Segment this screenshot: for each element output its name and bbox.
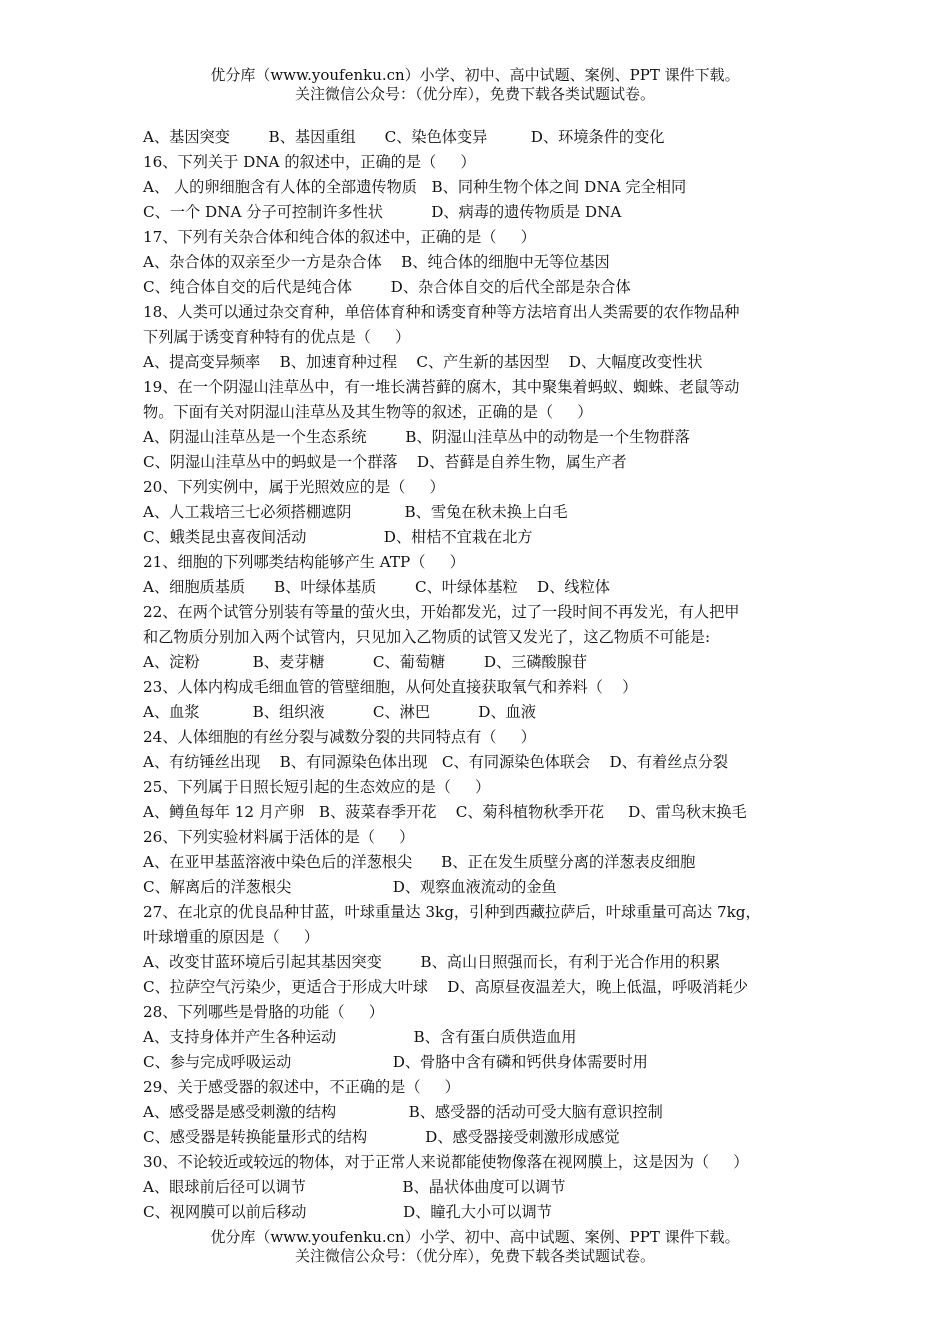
question-stem-line: 28、下列哪些是骨胳的功能（ ） <box>143 1003 384 1021</box>
text-line: C、阴湿山洼草丛中的蚂蚁是一个群落 D、苔藓是自养生物，属生产者 <box>143 453 627 471</box>
question-stem-line: 17、下列有关杂合体和纯合体的叙述中，正确的是（ ） <box>143 228 536 246</box>
text-line: C、感受器是转换能量形式的结构 D、感受器接受刺激形成感觉 <box>143 1128 620 1146</box>
text-line: A、有纺锤丝出现 B、有同源染色体出现 C、有同源染色体联会 D、有着丝点分裂 <box>143 753 729 771</box>
question-stem-line: 29、关于感受器的叙述中，不正确的是（ ） <box>143 1078 460 1096</box>
text-line: A、血浆 B、组织液 C、淋巴 D、血液 <box>143 703 537 721</box>
text-line: A、 人的卵细胞含有人体的全部遗传物质 B、同种生物个体之间 DNA 完全相同 <box>143 178 687 196</box>
question-stem-line: 24、人体细胞的有丝分裂与减数分裂的共同特点有（ ） <box>143 728 536 746</box>
text-line: 和乙物质分别加入两个试管内，只见加入乙物质的试管又发光了，这乙物质不可能是: <box>143 628 711 646</box>
page-footer <box>0 1228 950 1266</box>
header-line-2: 关注微信公众号：（优分库），免费下载各类试题试卷。 <box>294 85 655 103</box>
question-stem-line: 27、在北京的优良品种甘蓝，叶球重量达 3kg，引种到西藏拉萨后，叶球重量可高达 7kg， <box>143 903 761 921</box>
text-line: 下列属于诱变育种特有的优点是（ ） <box>143 328 411 346</box>
question-stem-line: 25、下列属于日照长短引起的生态效应的是（ ） <box>143 778 491 796</box>
text-line: A、眼球前后径可以调节 B、晶状体曲度可以调节 <box>143 1178 566 1196</box>
footer-line-2: 关注微信公众号：（优分库），免费下载各类试题试卷。 <box>294 1247 655 1265</box>
question-stem-line: 26、下列实验材料属于活体的是（ ） <box>143 828 415 846</box>
text-line: A、在亚甲基蓝溶液中染色后的洋葱根尖 B、正在发生质壁分离的洋葱表皮细胞 <box>143 853 696 871</box>
question-stem-line: 23、人体内构成毛细血管的管壁细胞，从何处直接获取氧气和养料（ ） <box>143 678 638 696</box>
footer-line-1: 优分库（www.youfenku.cn）小学、初中、高中试题、案例、PPT 课件下载。 <box>210 1228 740 1246</box>
page-header <box>0 66 950 104</box>
text-line: C、纯合体自交的后代是纯合体 D、杂合体自交的后代全部是杂合体 <box>143 278 631 296</box>
text-line: A、细胞质基质 B、叶绿体基质 C、叶绿体基粒 D、线粒体 <box>143 578 610 596</box>
text-line: 叶球增重的原因是（ ） <box>143 928 320 946</box>
question-stem-line: 21、细胞的下列哪类结构能够产生 ATP（ ） <box>143 553 465 571</box>
text-line: A、杂合体的双亲至少一方是杂合体 B、纯合体的细胞中无等位基因 <box>143 253 610 271</box>
question-content <box>143 125 823 1225</box>
question-stem-line: 18、人类可以通过杂交育种，单倍体育种和诱变育种等方法培育出人类需要的农作物品种 <box>143 303 740 321</box>
text-line: C、视网膜可以前后移动 D、瞳孔大小可以调节 <box>143 1203 552 1221</box>
text-line: 物。下面有关对阴湿山洼草丛及其生物等的叙述，正确的是（ ） <box>143 403 593 421</box>
text-line: A、鳟鱼每年 12 月产卵 B、菠菜春季开花 C、菊科植物秋季开花 D、雷鸟秋末换毛 <box>143 803 747 821</box>
header-line-1: 优分库（www.youfenku.cn）小学、初中、高中试题、案例、PPT 课件下载。 <box>210 66 740 84</box>
question-stem-line: 30、不论较近或较远的物体，对于正常人来说都能使物像落在视网膜上，这是因为（ ） <box>143 1153 749 1171</box>
text-line: C、一个 DNA 分子可控制许多性状 D、病毒的遗传物质是 DNA <box>143 203 622 221</box>
question-stem-line: 16、下列关于 DNA 的叙述中，正确的是（ ） <box>143 153 476 171</box>
text-line: C、解离后的洋葱根尖 D、观察血液流动的金鱼 <box>143 878 557 896</box>
question-stem-line: 19、在一个阴湿山洼草丛中，有一堆长满苔藓的腐木，其中聚集着蚂蚁、蜘蛛、老鼠等动 <box>143 378 740 396</box>
text-line: A、人工栽培三七必须搭棚遮阴 B、雪兔在秋未换上白毛 <box>143 503 568 521</box>
text-line: A、基因突变 B、基因重组 C、染色体变异 D、环境条件的变化 <box>143 128 665 146</box>
text-line: A、阴湿山洼草丛是一个生态系统 B、阴湿山洼草丛中的动物是一个生物群落 <box>143 428 690 446</box>
text-line: C、蛾类昆虫喜夜间活动 D、柑桔不宜栽在北方 <box>143 528 533 546</box>
text-line: A、改变甘蓝环境后引起其基因突变 B、高山日照强而长，有利于光合作用的积累 <box>143 953 721 971</box>
text-line: A、支持身体并产生各种运动 B、含有蛋白质供造血用 <box>143 1028 577 1046</box>
text-line: C、拉萨空气污染少，更适合于形成大叶球 D、高原昼夜温差大，晚上低温，呼吸消耗少 <box>143 978 749 996</box>
question-stem-line: 20、下列实例中，属于光照效应的是（ ） <box>143 478 445 496</box>
text-line: C、参与完成呼吸运动 D、骨胳中含有磷和钙供身体需要时用 <box>143 1053 648 1071</box>
text-line: A、淀粉 B、麦芽糖 C、葡萄糖 D、三磷酸腺苷 <box>143 653 588 671</box>
text-line: A、提高变异频率 B、加速育种过程 C、产生新的基因型 D、大幅度改变性状 <box>143 353 703 371</box>
text-line: A、感受器是感受刺激的结构 B、感受器的活动可受大脑有意识控制 <box>143 1103 663 1121</box>
question-stem-line: 22、在两个试管分别装有等量的萤火虫，开始都发光，过了一段时间不再发光，有人把甲 <box>143 603 740 621</box>
